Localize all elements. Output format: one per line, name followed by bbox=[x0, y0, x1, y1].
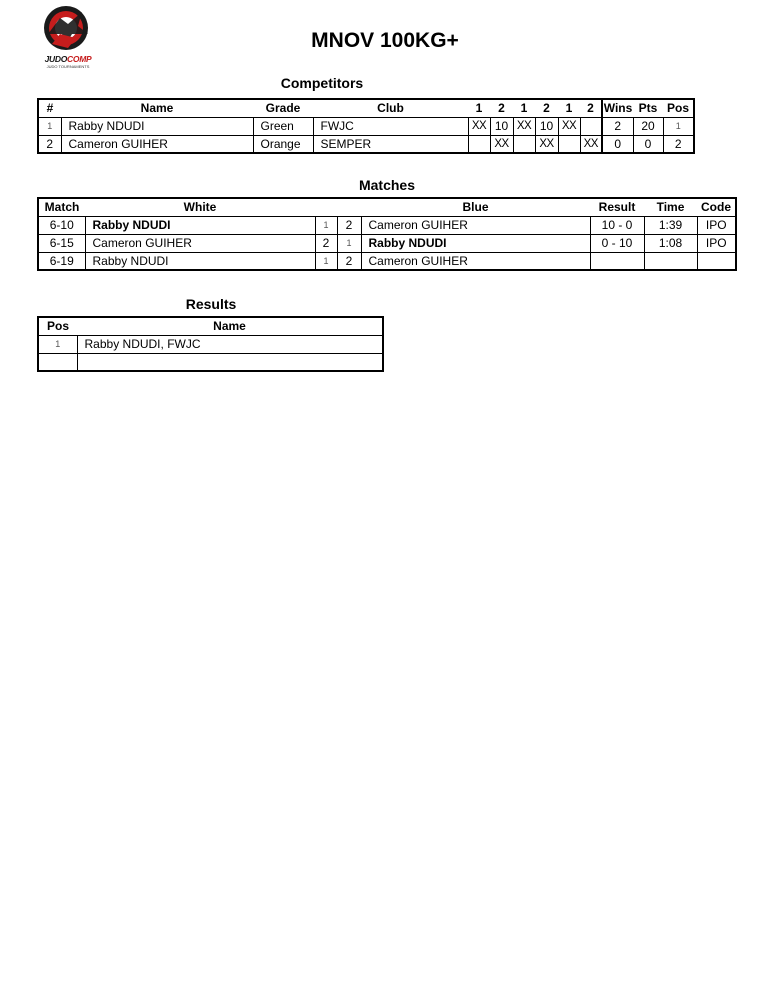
match-id: 6-10 bbox=[38, 216, 85, 234]
col-header-num: # bbox=[46, 101, 54, 116]
logo-text-main: JUDO bbox=[44, 54, 68, 64]
match-result bbox=[590, 252, 644, 270]
col-header-opp1-c: 1 bbox=[565, 101, 573, 116]
col-header-opp1-a: 1 bbox=[475, 101, 483, 116]
competitor-name: Rabby NDUDI bbox=[61, 117, 253, 135]
result-name bbox=[77, 353, 383, 371]
table-row bbox=[38, 117, 694, 135]
score-cell: XX bbox=[580, 135, 602, 153]
competitor-pts: 20 bbox=[633, 117, 663, 135]
competitors-title: Competitors bbox=[280, 75, 364, 91]
match-blue: Cameron GUIHER bbox=[361, 252, 590, 270]
match-white: Rabby NDUDI bbox=[85, 252, 315, 270]
results-header-row bbox=[38, 317, 383, 335]
table-row bbox=[38, 216, 736, 234]
competitor-pos: 1 bbox=[663, 117, 694, 135]
match-blue-num: 2 bbox=[337, 216, 361, 234]
col-header-white-num bbox=[315, 198, 337, 216]
competitor-name: Cameron GUIHER bbox=[61, 135, 253, 153]
score-cell: 10 bbox=[490, 117, 513, 135]
col-header-white: White bbox=[183, 200, 217, 215]
col-header-pos: Pos bbox=[666, 101, 689, 116]
logo-text-accent: COMP bbox=[67, 54, 92, 64]
col-header-grade: Grade bbox=[265, 101, 301, 116]
score-cell: XX bbox=[558, 117, 580, 135]
score-cell: XX bbox=[535, 135, 558, 153]
match-blue: Rabby NDUDI bbox=[361, 234, 590, 252]
table-row bbox=[38, 335, 383, 353]
matches-table bbox=[37, 197, 737, 271]
match-white: Rabby NDUDI bbox=[85, 216, 315, 234]
match-code: IPO bbox=[697, 234, 736, 252]
match-time bbox=[644, 252, 697, 270]
matches-title: Matches bbox=[358, 177, 416, 193]
result-name: Rabby NDUDI, FWJC bbox=[77, 335, 383, 353]
score-cell bbox=[513, 135, 535, 153]
match-blue-num: 2 bbox=[337, 252, 361, 270]
match-white: Cameron GUIHER bbox=[85, 234, 315, 252]
matches-header-row bbox=[38, 198, 736, 216]
table-row bbox=[38, 252, 736, 270]
result-pos bbox=[38, 353, 77, 371]
table-row bbox=[38, 234, 736, 252]
match-result: 10 - 0 bbox=[590, 216, 644, 234]
score-cell bbox=[468, 135, 490, 153]
col-header-pos: Pos bbox=[46, 319, 69, 334]
logo-subtext: JUDO TOURNAMENTS bbox=[46, 64, 90, 69]
score-cell bbox=[580, 117, 602, 135]
competitor-num: 2 bbox=[38, 135, 61, 153]
competitor-pts: 0 bbox=[633, 135, 663, 153]
table-row bbox=[38, 135, 694, 153]
competitor-grade: Green bbox=[253, 117, 313, 135]
match-white-num: 2 bbox=[315, 234, 337, 252]
col-header-blue-num bbox=[337, 198, 361, 216]
col-header-result: Result bbox=[598, 200, 636, 215]
col-header-club: Club bbox=[377, 101, 404, 116]
match-blue: Cameron GUIHER bbox=[361, 216, 590, 234]
competitors-table bbox=[37, 98, 695, 154]
score-cell: 10 bbox=[535, 117, 558, 135]
score-cell: XX bbox=[490, 135, 513, 153]
competitor-wins: 2 bbox=[602, 117, 633, 135]
results-title: Results bbox=[185, 296, 237, 312]
competitor-club: FWJC bbox=[313, 117, 468, 135]
col-header-code: Code bbox=[701, 200, 731, 215]
col-header-blue: Blue bbox=[462, 200, 489, 215]
competitor-num: 1 bbox=[38, 117, 61, 135]
match-id: 6-15 bbox=[38, 234, 85, 252]
logo-wordmark bbox=[38, 54, 98, 64]
match-white-num: 1 bbox=[315, 252, 337, 270]
result-pos: 1 bbox=[38, 335, 77, 353]
competitor-pos: 2 bbox=[663, 135, 694, 153]
competitor-club: SEMPER bbox=[313, 135, 468, 153]
match-id: 6-19 bbox=[38, 252, 85, 270]
competitor-grade: Orange bbox=[253, 135, 313, 153]
col-header-name: Name bbox=[213, 319, 246, 334]
results-table bbox=[37, 316, 384, 372]
col-header-wins: Wins bbox=[602, 99, 633, 117]
match-code: IPO bbox=[697, 216, 736, 234]
competitors-header-row bbox=[38, 99, 694, 117]
col-header-opp2-c: 2 bbox=[587, 101, 594, 116]
col-header-opp2-a: 2 bbox=[498, 101, 505, 116]
col-header-time: Time bbox=[656, 200, 685, 215]
match-result: 0 - 10 bbox=[590, 234, 644, 252]
match-blue-num: 1 bbox=[337, 234, 361, 252]
page-title: MNOV 100KG+ bbox=[311, 29, 459, 52]
competitor-wins: 0 bbox=[602, 135, 633, 153]
col-header-pts: Pts bbox=[638, 101, 658, 116]
match-code bbox=[697, 252, 736, 270]
col-header-opp2-b: 2 bbox=[543, 101, 550, 116]
table-row bbox=[38, 353, 383, 371]
score-cell: XX bbox=[468, 117, 490, 135]
col-header-opp1-b: 1 bbox=[520, 101, 528, 116]
score-cell: XX bbox=[513, 117, 535, 135]
match-time: 1:39 bbox=[644, 216, 697, 234]
score-cell bbox=[558, 135, 580, 153]
match-white-num: 1 bbox=[315, 216, 337, 234]
match-time: 1:08 bbox=[644, 234, 697, 252]
col-header-match: Match bbox=[44, 200, 80, 215]
col-header-name: Name bbox=[140, 101, 174, 116]
